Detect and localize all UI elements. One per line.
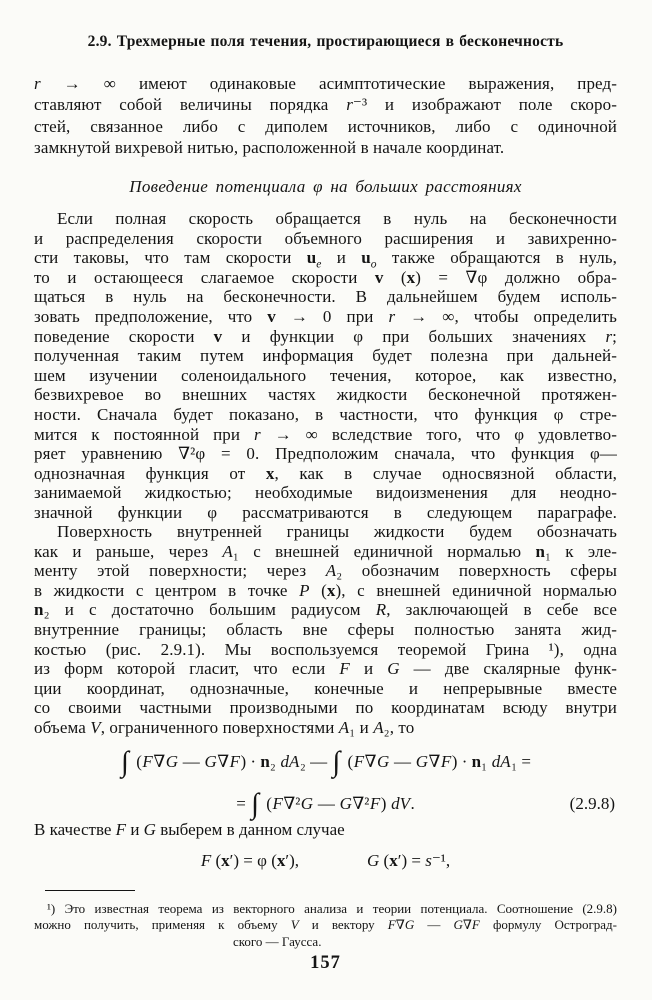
integral-sign: ∫ (251, 788, 260, 820)
text-line: поведение скорости v и функции φ при больших значениях r; (34, 326, 617, 346)
section-heading: 2.9. Трехмерные поля течения, простирающиеся в бесконечность (87, 33, 564, 50)
equation-line-2-row (34, 786, 617, 822)
equation-fg-right: G (x′) = s⁻¹, (367, 851, 451, 870)
text-line: однозначная функция от x, как в случае односвязной области, (34, 463, 617, 483)
subsection-title: Поведение потенциала φ на больших расстояниях (129, 177, 522, 196)
text-line: зовать предположение, что v → 0 при r → ∞, чтобы определить (34, 306, 617, 326)
text-line: мится к постоянной при r → ∞ вследствие того, что φ удовлетво- (34, 424, 617, 444)
text-line: сти таковы, что там скорости $u_e$ и $u_o$ также обращаются в нуль, (34, 248, 617, 271)
page-number: 157 (310, 953, 341, 973)
text-line: замкнутой вихревой нитью, расположенной в начале координат. (34, 137, 505, 157)
text-line: можно получить, применяя к объему V и вектору F∇G — G∇F формулу Остроград- (34, 917, 618, 933)
text-line: в жидкости с центром в точке P (x), с внешней единичной нормалью (34, 580, 617, 600)
integral-sign: ∫ (332, 746, 341, 778)
equation-fg-left: F (x′) = φ (x′), (200, 851, 300, 870)
text-line: Если полная скорость обращается в нуль на бесконечности (57, 209, 617, 228)
text-line: ряет уравнению ∇²φ = 0. Предположим сначала, что функция φ— (34, 444, 617, 464)
text-line: r → ∞ имеют одинаковые асимптотические выражения, пред- (34, 74, 617, 93)
text-column (34, 0, 617, 1000)
text-line: со своими частными производными по координатам всюду внутри (34, 698, 617, 718)
text-line: щаться в нуль на бесконечности. В дальнейшем будем исполь- (34, 287, 617, 307)
text-line: из форм которой гласит, что если F и G — две скалярные функ- (34, 659, 617, 679)
paragraph-greens-theorem (34, 522, 617, 738)
text-line: занимаемой жидкостью; необходимые видоизменения для неодно- (34, 483, 617, 503)
text-line: n₂ и с достаточно большим радиусом R, заключающей в себе все (34, 600, 618, 620)
text-line: безвихревое во внешних частях жидкости бесконечной протяжен- (34, 385, 617, 405)
paragraph-intro (34, 73, 617, 158)
integral-sign: ∫ (121, 746, 129, 778)
display-equation-fg (34, 851, 617, 871)
text-line: полученная таким путем информация будет полезна при дальней- (34, 346, 617, 366)
footnote (34, 901, 617, 950)
text-line: и распределения скорости объемного расширения и завихренно- (34, 228, 617, 248)
paragraph-potential-behavior (34, 209, 617, 523)
text-line: менту этой поверхности; через A₂ обозначим поверхность сферы (34, 561, 617, 581)
text-line: костью (рис. 2.9.1). Мы воспользуемся теоремой Грина ¹), одна (34, 639, 617, 659)
text-line: как и раньше, через A₁ с внешней единичной нормалью n₁ к эле- (34, 541, 617, 561)
text-line: объема V, ограниченного поверхностями A₁ и A₂, то (34, 717, 415, 737)
text-line: ции координат, однозначные, конечные и непрерывные вместе (34, 678, 617, 698)
bridge-text: В качестве F и G выберем в данном случае (34, 820, 345, 839)
text-line: ского — Гаусса. (233, 933, 322, 949)
text-line: то и остающееся слагаемое скорости v (x) = ∇φ должно обра- (34, 267, 617, 287)
text-line: внутренние границы; область вне сферы полностью занята жид- (34, 619, 617, 639)
text-line: ности. Сначала будет показано, в частности, что функция φ стре- (34, 404, 617, 424)
footnote-rule (45, 890, 135, 891)
text-line: шем изучении соленоидального течения, которое, как известно, (34, 365, 617, 385)
text-line: стей, связанное либо с диполем источников, либо с одиночной (34, 116, 617, 136)
equation-line-2: = ∫ (F∇²G — G∇²F) dV. (236, 788, 415, 820)
equation-number: (2.9.8) (569, 794, 615, 813)
equation-line-1: ∫ (F∇G — G∇F) · n₂ dA₂ — ∫ (F∇G — G∇F) · n₁ dA₁ = (121, 746, 531, 778)
display-equation-298 (34, 740, 617, 822)
text-line: Поверхность внутренней границы жидкости будем обозначать (57, 522, 617, 541)
text-line: ставляют собой величины порядка r⁻³ и изображают поле скоро- (34, 95, 617, 115)
text-line: значной функции φ рассматриваются в следующем параграфе. (34, 502, 617, 522)
text-line: ¹) Это известная теорема из векторного анализа и теории потенциала. Соотношение (2.9.8) (47, 901, 617, 916)
